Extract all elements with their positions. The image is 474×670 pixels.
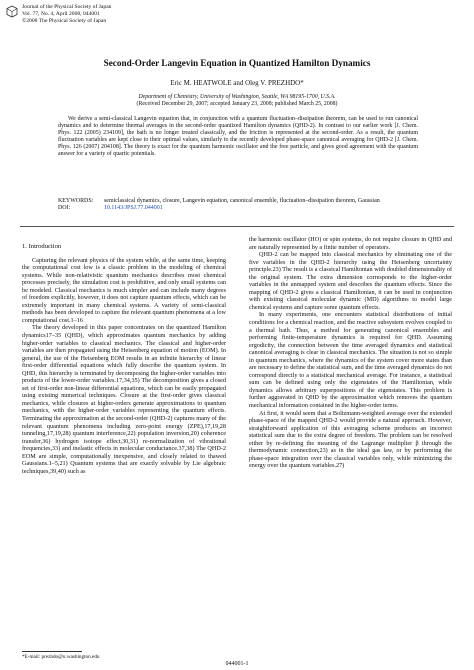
left-column: [22, 243, 226, 475]
page-number: 044001-1: [225, 661, 249, 667]
left-paragraph: The theory developed in this paper concentrates on the quantized Hamilton dynamics17–35 (QHD), which approximates quantum mechanics by adding higher-order variables to classical mechanics. The classical and higher-order variables are then propagated using the Heisenberg equation of motion (EOM). In general, the use of the Heisenberg EOM results in an infinite hierarchy of linear first-order differential equations which fully describe the quantum system. In QHD, this hierarchy is terminated by decomposing the higher-order variables into products of the lower-order variables.17,34,35) The decomposition gives a closed set of first-order non-linear differential equations, which can be easily propagated using existing numerical techniques. Closure at the first-order gives classical mechanics, while closures at higher-orders generate approximations to quantum mechanics, with the higher-order variables representing the quantum effects. Terminating the approximation at the second-order (QHD-2) captures many of the relevant quantum phenomena including zero-point energy (ZPE),17,19,28 tunneling,17,19,28) quantum interference,22) population inversion,20) coherence transfer,36) hydrogen isotope effect,30,31) re-normalization of vibrational frequencies,33) and inelastic effects in molecular conductance.37,38) The QHD-2 EOM are simple, computationally inexpensive, and closely related to thawed Gaussians.1–5,21) Quantum systems that are exactly solvable by Lie algebraic techniques,39,40) such as: [22, 324, 226, 475]
keywords-row: [58, 198, 418, 205]
received-dates: (Received December 29, 2007; accepted January 23, 2008; published March 25, 2008): [136, 101, 338, 107]
paper-authors: Eric M. HEATWOLE and Oleg V. PREZHDO*: [170, 79, 304, 87]
footnote-email: *E-mail: prezhdo@u.washington.edu: [22, 654, 100, 660]
keywords-text: semiclassical dynamics, closure, Langevin equation, canonical ensemble, fluctuation–dissipation theorem, Gaussian: [104, 198, 380, 204]
left-paragraph: Capturing the relevant physics of the system while, at the same time, keeping the computational cost low is a classic problem in the modeling of chemical systems. While non-relativistic quantum mechanics describes most chemical processes precisely, the simulation cost is prohibitive, and only small systems can be modeled. Classical mechanics is much simpler and can include many degrees of freedom explicitly, however, it does not capture quantum effects, which can be extremely important in many chemical systems. A variety of semi-classical methods has been developed to capture the relevant quantum phenomena at a low computational cost.1–16: [22, 256, 226, 324]
journal-logo-icon: [6, 5, 17, 18]
abstract-text: We derive a semi-classical Langevin equation that, in conjunction with a quantum fluctuation–dissipation theorem, can be used to run canonical dynamics and to determine thermal averages in the second-order quantized Hamilton dynamics (QHD-2). In contrast to our earlier work [J. Chem. Phys. 122 (2005) 234109], the bath is no longer treated classically, and the friction is represented at the second-order. As a result, the quantum fluctuation variables are kept close to their optimal values, similarly to the recently developed phase-space canonical averaging for QHD-2 [J. Chem. Phys. 126 (2007) 204108]. The theory is exact for the quantum harmonic oscillator and the free particle, and gives good agreement with the quantum answer for a variety of quartic potentials.: [58, 116, 418, 158]
journal-copyright: ©2008 The Physical Society of Japan: [22, 17, 107, 24]
keywords-label: KEYWORDS:: [58, 198, 94, 204]
right-paragraph: At first, it would seem that a Boltzmann-weighted average over the extended phase-space of the mapped QHD-2 would provide a natural approach. However, straightforward application of this averaging scheme produces an incorrect statistical sum due to the extra degree of freedom. The problem can be resolved either by re-defining the meaning of the Lagrange multiplier β through the thermodynamic connection,23) as in the ideal gas law, or by performing the phase-space integration over the classical variables only, while minimizing the energy over the quantum variables.27): [249, 409, 452, 470]
affiliation-block: [0, 94, 474, 108]
paper-title: Second-Order Langevin Equation in Quantized Hamilton Dynamics: [103, 58, 371, 68]
header-divider: [20, 226, 454, 227]
journal-name: Journal of the Physical Society of Japan: [22, 4, 112, 10]
right-paragraph: In many experiments, one encounters statistical distributions of initial conditions for a chemical reaction, and the reactive subsystem evolves coupled to a thermal bath. Thus, a method for generating canonical ensembles and performing finite-temperature dynamics is required for QHD. Assuming ergodicity, the connection between the time averaged dynamics and statistical canonical averaging is clear in classical mechanics. The situation is not so simple in quantum mechanics, where the dynamics of the system cover more states than are necessary to define the statistical sum, and the time averaged dynamics do not correspond directly to a statistical mechanical average. For instance, a statistical sum can be defined using only the eigenstates of the Hamiltonian, while dynamics allows arbitrary superpositions of the eigenstates. This problem is further aggravated in QHD by the approximation which removes the quantum mechanical information contained in the higher-order terms.: [249, 311, 452, 410]
journal-header: [22, 4, 111, 25]
doi-label: DOI:: [58, 205, 71, 212]
keywords-block: [58, 198, 418, 212]
section-heading: 1. Introduction: [22, 243, 62, 250]
right-paragraph: QHD-2 can be mapped into classical mechanics by eliminating one of the five variables in the QHD-2 hierarchy using the Heisenberg uncertainty principle.23) The result is a classical Hamiltonian with doubled dimensionality of the original system. The extra dimension corresponds to the higher-order variables in the unmapped system and describes the quantum effects. Since the mapping of QHD-2 gives a classical Hamiltonian, it can be used in conjunction with existing classical molecular dynamic (MD) algorithms to model large chemical systems and capture some quantum effects.: [249, 251, 452, 311]
right-paragraph: the harmonic oscillator (HO) or spin systems, do not require closure in QHD and are naturally represented by a finite number of operators.: [249, 236, 452, 251]
right-column: [249, 236, 452, 470]
footnote-divider: [22, 651, 82, 652]
journal-volume: Vol. 77, No. 4, April 2008, 044001: [22, 10, 100, 17]
doi-row: [58, 205, 418, 212]
affiliation: Department of Chemistry, University of Washington, Seattle, WA 98195-1700, U.S.A.: [138, 94, 336, 100]
abstract: [58, 116, 418, 159]
doi-link[interactable]: 10.1143/JPSJ.77.044001: [104, 205, 163, 212]
